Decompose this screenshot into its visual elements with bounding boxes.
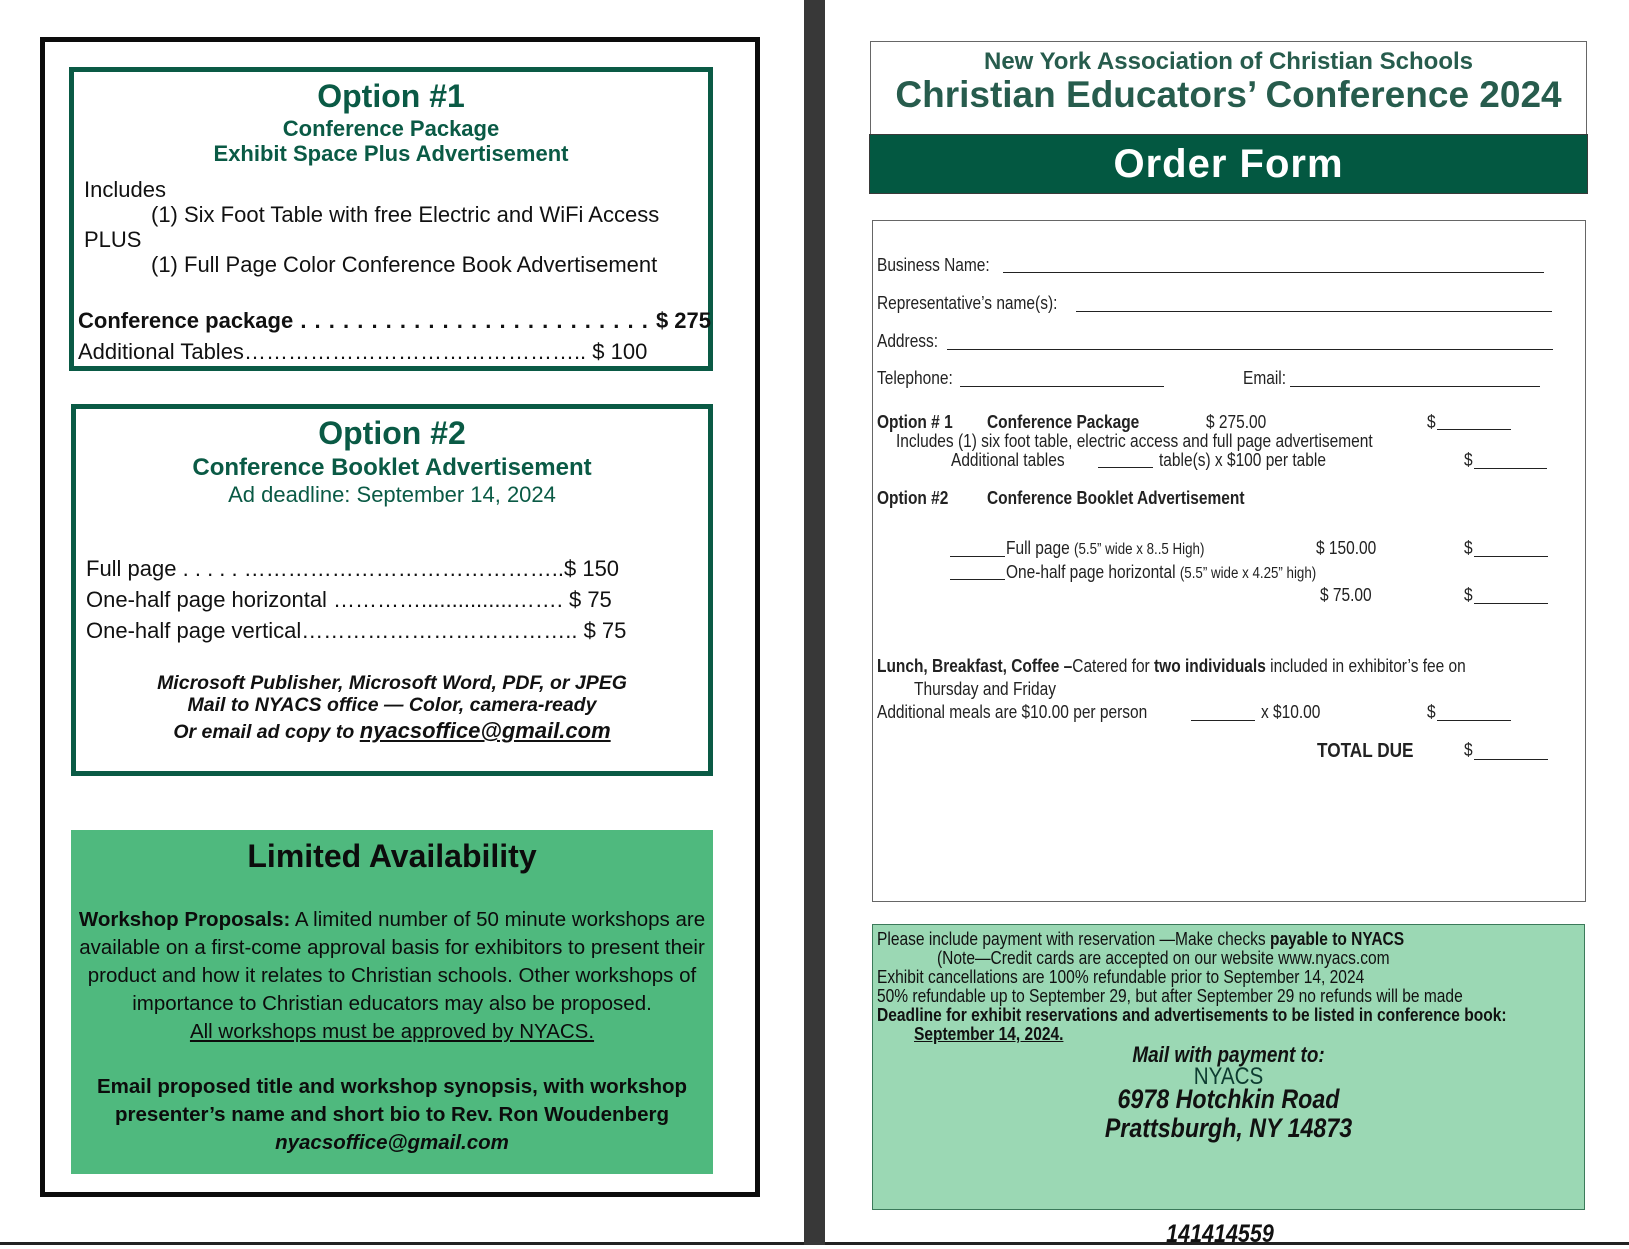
price-leader: ……………………………….. — [301, 618, 578, 643]
additional-tables-label: Additional tables — [951, 450, 1065, 470]
payment-line-1 — [877, 929, 1404, 948]
full-page-qty-field[interactable] — [950, 556, 1005, 557]
meals-days: Thursday and Friday — [914, 679, 1056, 699]
total-due-field[interactable] — [1474, 759, 1548, 760]
price-leader: . . . . . …………………………………….. — [176, 556, 564, 581]
option-1-includes-label: Includes — [84, 177, 166, 202]
full-page-label: Full page — [1006, 538, 1070, 558]
mail-with-payment-label: Mail with payment to: — [1132, 1042, 1325, 1067]
meals-rate: x $10.00 — [1261, 702, 1321, 722]
workshop-line-1 — [71, 906, 713, 935]
option-1-additional-tables-row — [78, 339, 647, 365]
price-value: $ 150 — [563, 556, 620, 581]
half-page-line — [1006, 562, 1316, 583]
document-code: 141414559 — [1166, 1220, 1274, 1248]
order-option-2-label: Option #2 — [877, 488, 949, 508]
option-1-subtitle: Conference Package — [282, 116, 500, 141]
email-link[interactable]: nyacsoffice@gmail.com — [359, 718, 611, 743]
additional-tables-dollar: $ — [1464, 450, 1473, 470]
payment-line-4: 50% refundable up to September 29, but after September 29 no refunds will be made — [877, 985, 1463, 1006]
order-option-1-dollar: $ — [1427, 412, 1436, 432]
order-option-1-label: Option # 1 — [877, 412, 953, 432]
payment-line-3: Exhibit cancellations are 100% refundable prior to September 14, 2024 — [877, 966, 1365, 987]
option-2-subtitle: Conference Booklet Advertisement — [192, 454, 592, 481]
mail-street: 6978 Hotchkin Road — [1117, 1084, 1340, 1114]
payment-deadline-date: September 14, 2024. — [914, 1023, 1064, 1044]
option-2-half-horizontal-row — [86, 587, 612, 613]
workshop-label: Workshop Proposals: — [78, 908, 291, 931]
order-option-1-price: $ 275.00 — [1206, 412, 1267, 432]
price-label: Additional Tables — [78, 339, 244, 364]
address-field[interactable] — [947, 349, 1553, 350]
meals-included: included in exhibitor’s fee on — [1265, 656, 1466, 676]
option-1-item-table: (1) Six Foot Table with free Electric and WiFi Access — [151, 202, 660, 227]
full-page-amount-field[interactable] — [1474, 556, 1548, 557]
address-label: Address: — [877, 331, 939, 351]
telephone-label: Telephone: — [877, 368, 953, 388]
full-page-price: $ 150.00 — [1316, 538, 1377, 558]
price-label: One-half page horizontal — [86, 587, 327, 612]
order-option-1-includes: Includes (1) six foot table, electric access and full page advertisement — [896, 431, 1373, 451]
email-field[interactable] — [1290, 386, 1540, 387]
price-value: $ 275 — [655, 308, 711, 333]
payment-payable-to: payable to NYACS — [1270, 928, 1405, 949]
business-name-field[interactable] — [1003, 272, 1544, 273]
option-1-title: Option #1 — [317, 78, 465, 114]
representatives-field[interactable] — [1076, 311, 1552, 312]
total-due-label: TOTAL DUE — [1317, 740, 1414, 762]
workshop-email-line-2: presenter’s name and short bio to Rev. Ron Woudenberg — [115, 1103, 669, 1126]
half-page-amount-field[interactable] — [1474, 603, 1548, 604]
additional-tables-rate: table(s) x $100 per table — [1159, 450, 1326, 470]
option-1-conference-package-row — [78, 308, 711, 334]
total-due-dollar: $ — [1464, 740, 1473, 760]
option-2-title: Option #2 — [318, 415, 466, 451]
price-leader: ……………………………………….. — [243, 339, 587, 364]
mail-org: NYACS — [1193, 1063, 1264, 1090]
order-option-1-name: Conference Package — [987, 412, 1140, 432]
additional-tables-qty-field[interactable] — [1098, 467, 1153, 468]
additional-tables-amount-field[interactable] — [1474, 468, 1547, 469]
order-option-1-amount-field[interactable] — [1437, 429, 1511, 430]
price-label: One-half page vertical — [86, 618, 302, 643]
price-label: Conference package — [78, 308, 294, 333]
half-page-qty-field[interactable] — [950, 579, 1005, 580]
meals-amount-field[interactable] — [1437, 720, 1511, 721]
workshop-line-2: available on a first-come approval basis for exhibitors to present their — [79, 936, 705, 959]
org-name: New York Association of Christian Schools — [984, 48, 1473, 75]
price-leader: . . . . . . . . . . . . . . . . . . . . . . . . . — [293, 308, 656, 333]
price-label: Full page — [86, 556, 177, 581]
option-2-email-line — [71, 718, 713, 744]
workshop-line-3: product and how it relates to Christian schools. Other workshops of — [87, 964, 697, 987]
meals-catered: Catered for — [1072, 656, 1155, 676]
email-prefix: Or email ad copy to — [173, 721, 360, 743]
option-2-full-page-row — [86, 556, 619, 582]
meals-label: Lunch, Breakfast, Coffee – — [877, 656, 1073, 676]
half-page-label: One-half page horizontal — [1006, 562, 1176, 582]
meals-qty-field[interactable] — [1191, 720, 1255, 721]
full-page-line — [1006, 538, 1204, 559]
payment-line-1-text: Please include payment with reservation —Make checks — [877, 928, 1271, 949]
option-1-item-ad: (1) Full Page Color Conference Book Advertisement — [151, 252, 658, 277]
price-value: $ 75 — [568, 587, 612, 612]
mail-city: Prattsburgh, NY 14873 — [1104, 1113, 1353, 1143]
order-form-title: Order Form — [1113, 142, 1344, 186]
email-label: Email: — [1243, 368, 1287, 388]
half-page-dollar: $ — [1464, 585, 1473, 605]
meals-dollar: $ — [1427, 702, 1436, 722]
page-divider — [804, 0, 825, 1245]
option-2-mail-line: Mail to NYACS office — Color, camera-ready — [187, 694, 597, 716]
meals-two-individuals: two individuals — [1154, 656, 1266, 676]
limited-availability-title: Limited Availability — [247, 838, 537, 874]
workshop-approval-note: All workshops must be approved by NYACS. — [189, 1020, 595, 1043]
telephone-field[interactable] — [960, 386, 1164, 387]
option-2-deadline: Ad deadline: September 14, 2024 — [228, 482, 556, 507]
conference-title: Christian Educators’ Conference 2024 — [895, 74, 1562, 115]
workshop-email-line-1: Email proposed title and workshop synopsis, with workshop — [96, 1075, 688, 1098]
workshop-email[interactable]: nyacsoffice@gmail.com — [275, 1131, 509, 1154]
order-option-2-name: Conference Booklet Advertisement — [987, 488, 1245, 508]
full-page-dims: (5.5” wide x 8..5 High) — [1074, 541, 1205, 558]
price-value: $ 75 — [577, 618, 627, 643]
full-page-dollar: $ — [1464, 538, 1473, 558]
workshop-line-4: importance to Christian educators may also be proposed. — [132, 992, 652, 1015]
workshop-text: A limited number of 50 minute workshops are — [290, 908, 706, 931]
option-1-subtitle-2: Exhibit Space Plus Advertisement — [213, 141, 569, 166]
price-leader: …………...............……. — [326, 587, 569, 612]
representatives-label: Representative’s name(s): — [877, 293, 1058, 313]
meals-additional: Additional meals are $10.00 per person — [877, 702, 1148, 722]
business-name-label: Business Name: — [877, 255, 990, 275]
payment-line-2: (Note—Credit cards are accepted on our website www.nyacs.com — [937, 947, 1390, 968]
half-page-dims: (5.5” wide x 4.25” high) — [1179, 565, 1317, 582]
payment-deadline: Deadline for exhibit reservations and advertisements to be listed in conference book: — [877, 1004, 1507, 1025]
half-page-price: $ 75.00 — [1320, 585, 1372, 605]
meals-line-1 — [877, 656, 1466, 677]
order-form-box — [872, 220, 1586, 902]
option-1-plus-label: PLUS — [84, 227, 142, 252]
option-2-formats: Microsoft Publisher, Microsoft Word, PDF, or JPEG — [157, 672, 627, 694]
price-value: $ 100 — [586, 339, 648, 364]
option-2-half-vertical-row — [86, 618, 626, 644]
limited-availability-box — [71, 830, 713, 1174]
